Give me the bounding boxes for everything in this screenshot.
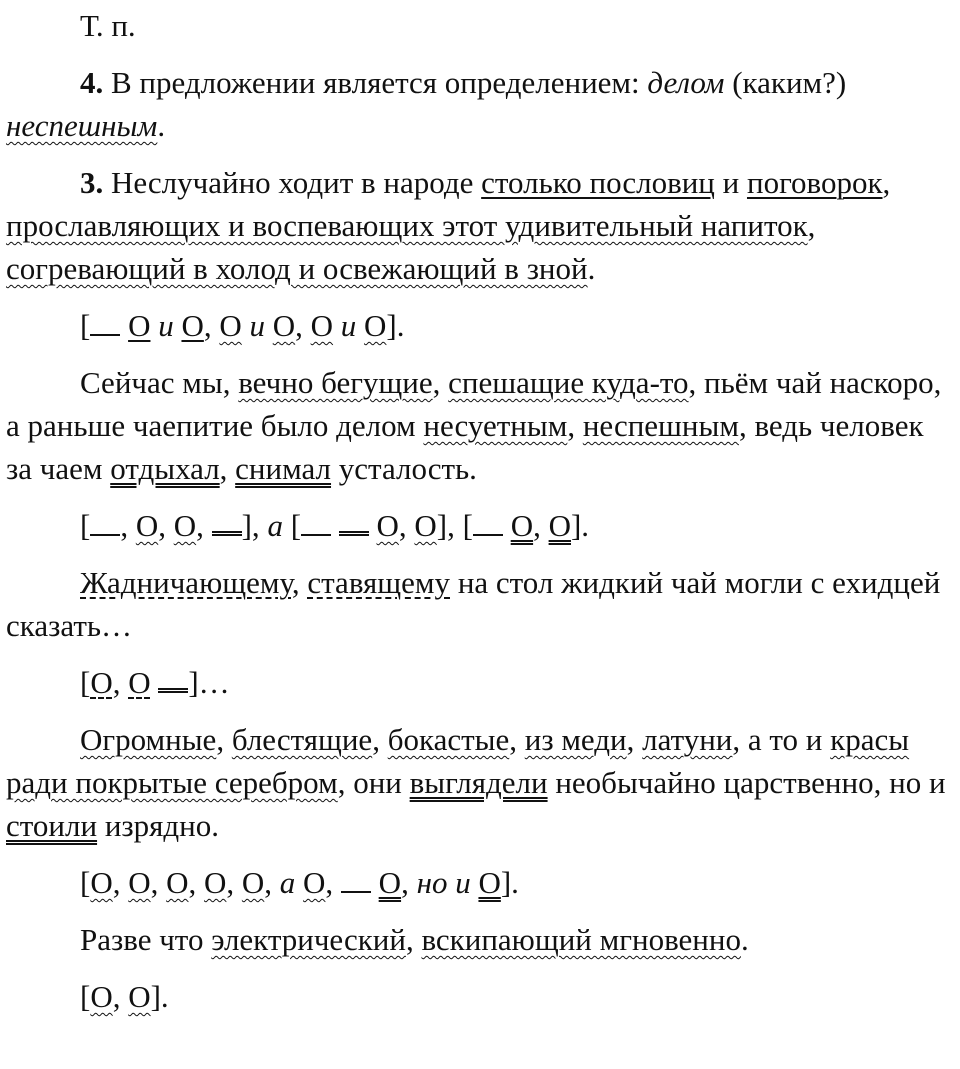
- scheme-symbol: О: [166, 865, 189, 900]
- attribute-word: неспешным: [6, 108, 158, 143]
- task-4-paragraph: [6, 61, 954, 147]
- scheme-text: [: [80, 979, 91, 1014]
- scheme-symbol: О: [510, 508, 534, 543]
- attribute-word: неспешным: [582, 408, 739, 443]
- scheme-symbol: О: [548, 508, 571, 543]
- scheme-text: ].: [386, 308, 405, 343]
- text-run: (каким?): [724, 65, 847, 100]
- scheme-text: ,: [264, 865, 280, 900]
- scheme-symbol: О: [272, 308, 296, 343]
- sentence-5-paragraph: [6, 918, 954, 961]
- subject-mark: [90, 512, 120, 536]
- text-run: ,: [372, 722, 388, 757]
- scheme-symbol: О: [414, 508, 437, 543]
- scheme-5: [6, 975, 954, 1018]
- predicate-word: отдыхал: [110, 451, 220, 486]
- scheme-2: [6, 504, 954, 547]
- scheme-text: ]…: [188, 665, 230, 700]
- attribute-word: бокастые: [387, 722, 510, 757]
- text-run: , ведь человек за чаем: [6, 408, 924, 486]
- predicate-mark: [158, 668, 188, 693]
- scheme-text: ,: [295, 308, 311, 343]
- text-run: ,: [405, 922, 422, 957]
- scheme-text: ,: [112, 865, 129, 900]
- scheme-text: ,: [398, 508, 415, 543]
- scheme-symbol: О: [128, 979, 151, 1014]
- scheme-symbol: О: [90, 979, 113, 1014]
- scheme-text: ].: [150, 979, 169, 1014]
- scheme-conjunction: и: [150, 308, 182, 343]
- scheme-symbol: О: [303, 865, 326, 900]
- text-run: .: [587, 251, 596, 286]
- scheme-text: [: [282, 508, 302, 543]
- scheme-symbol: О: [128, 308, 151, 343]
- scheme-conjunction: но и: [416, 865, 471, 900]
- scheme-text: ].: [500, 865, 519, 900]
- sentence-3-paragraph: [6, 561, 954, 647]
- text-run: и: [714, 165, 747, 200]
- text-run: ,: [807, 208, 816, 243]
- text-run: ,: [432, 365, 449, 400]
- text-run: изрядно.: [97, 808, 220, 843]
- attribute-phrase: вскипающий мгновенно: [421, 922, 741, 957]
- scheme-4: [6, 861, 954, 904]
- scheme-text: ,: [203, 308, 220, 343]
- text-run: ,: [626, 722, 643, 757]
- scheme-symbol: О: [128, 665, 151, 700]
- text-run: Разве что: [80, 922, 212, 957]
- attribute-word: электрический: [211, 922, 406, 957]
- subject-mark: [473, 512, 503, 536]
- scheme-text: [503, 508, 511, 543]
- note-text: Т. п.: [80, 8, 136, 43]
- subject-mark: [341, 869, 371, 893]
- scheme-symbol: О: [376, 508, 399, 543]
- predicate-mark: [339, 511, 369, 536]
- word-italic: делом: [647, 65, 725, 100]
- text-run: необычайно царственно, но и: [547, 765, 946, 800]
- scheme-text: [: [80, 865, 91, 900]
- text-run: , они: [337, 765, 410, 800]
- scheme-text: [: [80, 308, 91, 343]
- object-word: ставящему: [307, 565, 451, 600]
- scheme-text: [151, 665, 159, 700]
- scheme-conjunction: а: [279, 865, 296, 900]
- attribute-word: латуни: [642, 722, 733, 757]
- attribute-phrase: согревающий в холод и освежающий в зной: [6, 251, 588, 286]
- scheme-text: [295, 865, 303, 900]
- scheme-symbol: О: [173, 508, 197, 543]
- text-run: , а то и: [732, 722, 831, 757]
- scheme-conjunction: и: [333, 308, 365, 343]
- scheme-text: ,: [325, 865, 341, 900]
- predicate-word: снимал: [235, 451, 332, 486]
- text-run: ,: [882, 165, 891, 200]
- scheme-symbol: О: [181, 308, 204, 343]
- scheme-symbol: О: [310, 308, 334, 343]
- task-number: 4.: [80, 65, 104, 100]
- scheme-symbol: О: [478, 865, 501, 900]
- sentence-2-paragraph: [6, 361, 954, 490]
- scheme-text: ,: [120, 508, 136, 543]
- scheme-symbol: О: [364, 308, 387, 343]
- predicate-word: стоили: [6, 808, 98, 843]
- text-run: ,: [219, 451, 236, 486]
- scheme-conjunction: и: [241, 308, 273, 343]
- scheme-text: [: [80, 665, 91, 700]
- scheme-text: ,: [112, 665, 129, 700]
- subject-phrase: столько пословиц: [481, 165, 715, 200]
- scheme-symbol: О: [90, 865, 113, 900]
- scheme-text: ,: [196, 508, 212, 543]
- text-run: на стол жидкий чай могли с ехидцей сказать…: [6, 565, 941, 643]
- subject-phrase: поговорок: [746, 165, 883, 200]
- attribute-word: блестящие: [231, 722, 373, 757]
- scheme-text: ,: [188, 865, 204, 900]
- text-run: .: [157, 108, 166, 143]
- attribute-phrase: прославляющих и воспевающих этот удивительный напиток: [6, 208, 808, 243]
- text-run: усталость.: [331, 451, 477, 486]
- scheme-symbol: О: [241, 865, 265, 900]
- scheme-text: [369, 508, 377, 543]
- scheme-text: ,: [401, 865, 417, 900]
- text-run: Сейчас мы,: [80, 365, 239, 400]
- scheme-text: [331, 508, 339, 543]
- text-run: В предложении является определением:: [103, 65, 648, 100]
- attribute-phrase: красы ради покрытые серебром: [6, 722, 910, 800]
- scheme-conjunction: а: [267, 508, 283, 543]
- text-run: ,: [216, 722, 232, 757]
- answer-note-tp: [6, 4, 954, 47]
- task-3-paragraph: [6, 161, 954, 290]
- scheme-symbol: О: [219, 308, 242, 343]
- subject-mark: [90, 312, 120, 336]
- scheme-symbol: О: [378, 865, 402, 900]
- sentence-4-paragraph: [6, 718, 954, 847]
- attribute-word: Огромные: [80, 722, 217, 757]
- scheme-symbol: О: [135, 508, 159, 543]
- subject-mark: [301, 512, 331, 536]
- text-run: ,: [291, 565, 308, 600]
- attribute-phrase: вечно бегущие: [238, 365, 433, 400]
- scheme-text: [371, 865, 379, 900]
- scheme-symbol: О: [90, 665, 113, 700]
- scheme-text: ,: [158, 508, 174, 543]
- scheme-symbol: О: [128, 865, 151, 900]
- scheme-text: ,: [112, 979, 129, 1014]
- scheme-text: ].: [570, 508, 590, 543]
- scheme-symbol: О: [204, 865, 227, 900]
- scheme-text: ,: [226, 865, 242, 900]
- object-word: Жадничающему: [80, 565, 292, 600]
- text-run: ,: [567, 408, 583, 443]
- task-number: 3.: [80, 165, 104, 200]
- scheme-text: ,: [150, 865, 167, 900]
- predicate-mark: [212, 511, 242, 536]
- text-run: .: [740, 922, 749, 957]
- scheme-3: [6, 661, 954, 704]
- text-run: ,: [509, 722, 525, 757]
- scheme-text: ,: [533, 508, 549, 543]
- scheme-1: [6, 304, 954, 347]
- scheme-text: [: [80, 508, 91, 543]
- scheme-text: ], [: [436, 508, 473, 543]
- attribute-word: несуетным: [423, 408, 568, 443]
- predicate-word: выглядели: [409, 765, 548, 800]
- text-run: , пьём чай наскоро, а раньше чаепитие было делом: [6, 365, 942, 443]
- text-run: Неслучайно ходит в народе: [103, 165, 482, 200]
- attribute-phrase: из меди: [524, 722, 627, 757]
- scheme-text: ],: [241, 508, 268, 543]
- attribute-phrase: спешащие куда-то: [448, 365, 689, 400]
